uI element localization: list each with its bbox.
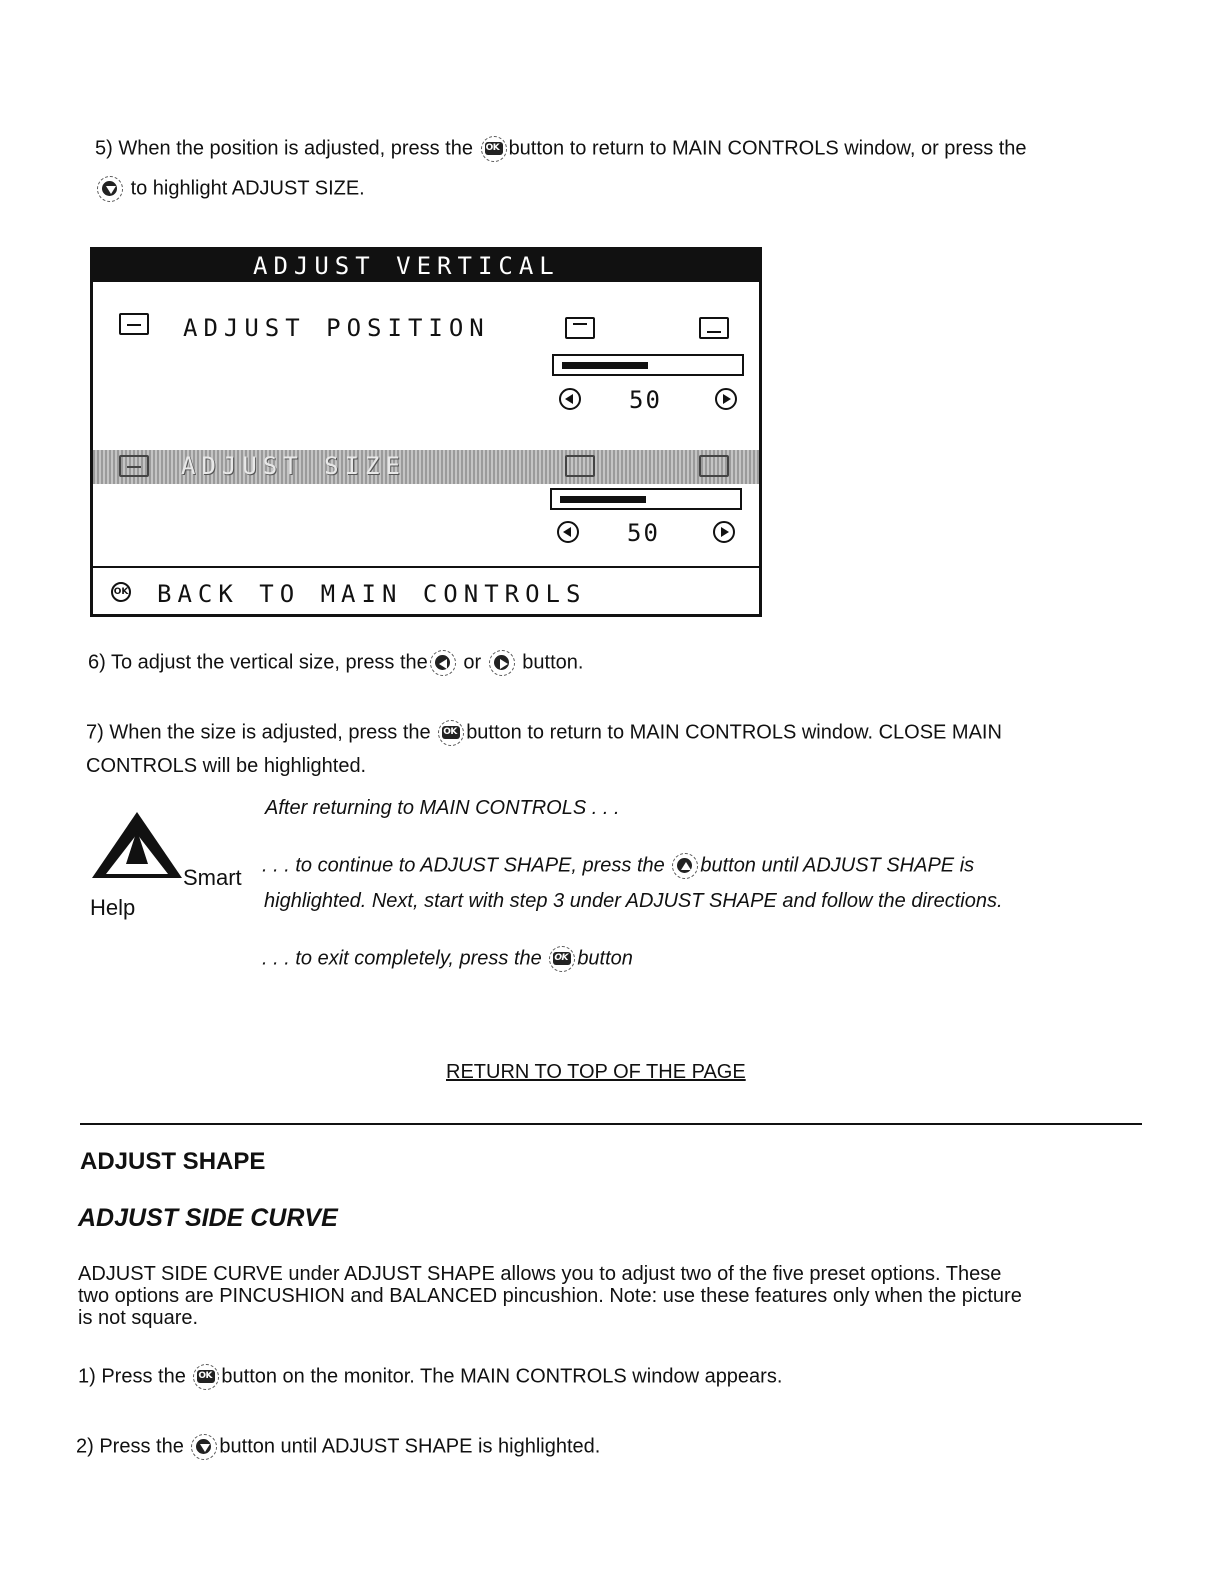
return-to-top-link[interactable]: RETURN TO TOP OF THE PAGE bbox=[446, 1061, 746, 1083]
osd-back-to-main-controls[interactable]: BACK TO MAIN CONTROLS bbox=[157, 580, 587, 608]
osd-title-bar bbox=[93, 250, 759, 282]
osd-adjust-size-label: ADJUST SIZE bbox=[181, 452, 406, 480]
down-arrow-button-icon bbox=[191, 1434, 217, 1460]
left-arrow-button-icon bbox=[430, 650, 456, 676]
vertical-size-icon bbox=[119, 455, 149, 477]
right-arrow-icon bbox=[715, 388, 737, 410]
position-value: 50 bbox=[629, 386, 662, 414]
ok-button-icon bbox=[549, 946, 575, 972]
section-subheading: ADJUST SIDE CURVE bbox=[78, 1204, 338, 1232]
section-heading: ADJUST SHAPE bbox=[80, 1148, 266, 1175]
osd-adjust-vertical-window bbox=[90, 247, 762, 617]
position-slider-fill bbox=[562, 362, 648, 369]
step-5-line-2: to highlight ADJUST SIZE. bbox=[95, 176, 365, 202]
right-arrow-button-icon bbox=[489, 650, 515, 676]
smart-help-intro: After returning to MAIN CONTROLS . . . bbox=[265, 797, 620, 819]
right-arrow-icon bbox=[713, 521, 735, 543]
osd-divider bbox=[93, 566, 759, 568]
step-7-line-1: 7) When the size is adjusted, press the OK button to return to MAIN CONTROLS window. CLOSE MAIN bbox=[86, 720, 1002, 746]
section-step-2: 2) Press the button until ADJUST SHAPE is highlighted. bbox=[76, 1434, 600, 1460]
size-increase-icon bbox=[699, 455, 729, 477]
smart-help-continue-line-2: highlighted. Next, start with step 3 under ADJUST SHAPE and follow the directions. bbox=[264, 890, 1003, 912]
ok-button-icon bbox=[481, 136, 507, 162]
step-7-line-2: CONTROLS will be highlighted. bbox=[86, 755, 367, 777]
osd-title: ADJUST VERTICAL bbox=[253, 252, 560, 280]
smart-help-exit: . . . to exit completely, press the OK button bbox=[262, 946, 633, 972]
position-up-icon bbox=[699, 317, 729, 339]
position-slider[interactable] bbox=[552, 354, 744, 376]
step-6: 6) To adjust the vertical size, press the or button. bbox=[88, 650, 583, 676]
ok-button-icon bbox=[438, 720, 464, 746]
section-paragraph: ADJUST SIDE CURVE under ADJUST SHAPE allows you to adjust two of the five preset options. These two options are PINCUSHION and BALANCED pincushion. Note: use these features only when the picture is not square. bbox=[78, 1263, 1022, 1329]
ok-button-icon bbox=[193, 1364, 219, 1390]
osd-adjust-position-label: ADJUST POSITION bbox=[183, 314, 490, 342]
position-down-icon bbox=[565, 317, 595, 339]
smart-help-continue-line-1: . . . to continue to ADJUST SHAPE, press the button until ADJUST SHAPE is bbox=[262, 853, 974, 879]
section-divider bbox=[80, 1123, 1142, 1125]
vertical-position-icon bbox=[119, 313, 149, 335]
left-arrow-icon bbox=[557, 521, 579, 543]
smart-label: Smart bbox=[183, 865, 242, 890]
size-slider-fill bbox=[560, 496, 646, 503]
left-arrow-icon bbox=[559, 388, 581, 410]
size-slider[interactable] bbox=[550, 488, 742, 510]
step-5-line-1: 5) When the position is adjusted, press the OK button to return to MAIN CONTROLS window, or press the bbox=[95, 136, 1027, 162]
help-label: Help bbox=[90, 895, 136, 920]
size-decrease-icon bbox=[565, 455, 595, 477]
down-arrow-button-icon bbox=[97, 176, 123, 202]
size-value: 50 bbox=[627, 519, 660, 547]
section-step-1: 1) Press the OK button on the monitor. The MAIN CONTROLS window appears. bbox=[78, 1364, 782, 1390]
osd-adjust-size-row[interactable] bbox=[93, 450, 759, 484]
up-arrow-button-icon bbox=[672, 853, 698, 879]
ok-icon: OK bbox=[111, 582, 131, 602]
